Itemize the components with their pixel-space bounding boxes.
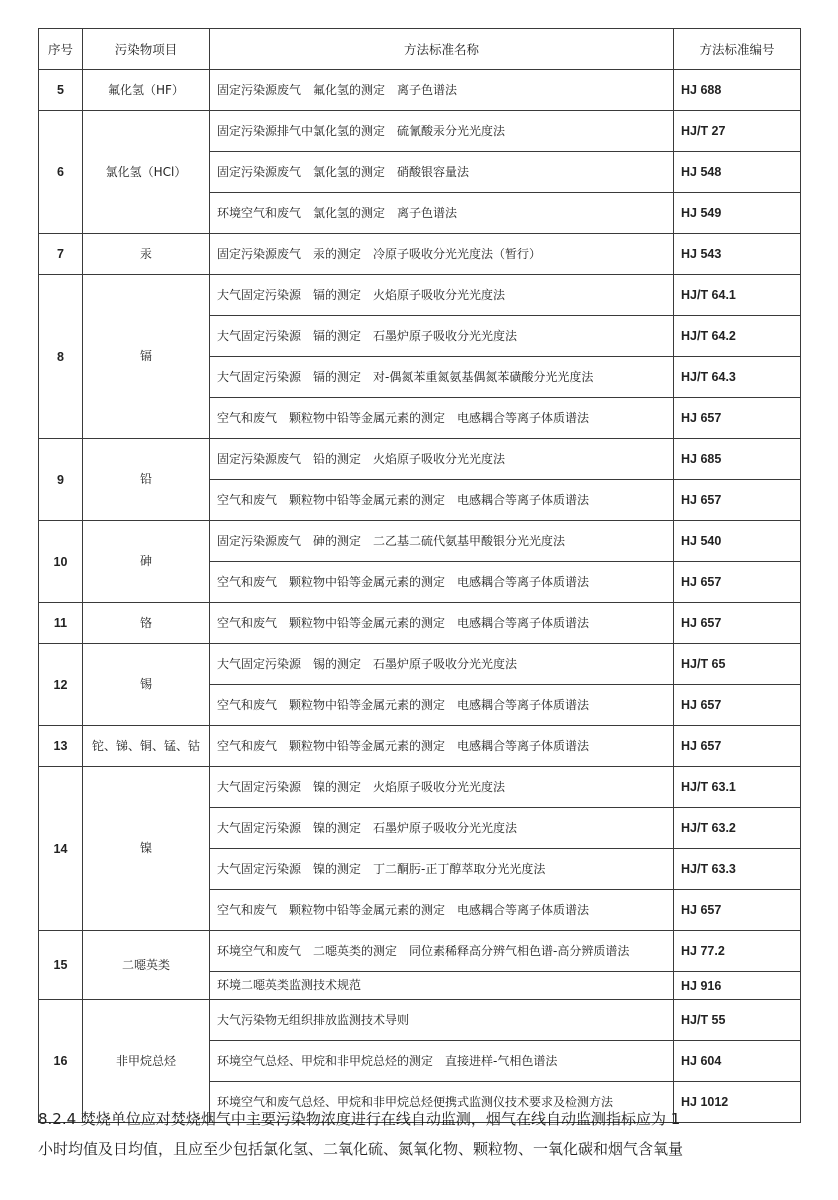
- method-code-cell: HJ 77.2: [674, 931, 801, 972]
- method-code-cell: HJ/T 63.3: [674, 849, 801, 890]
- method-code-cell: HJ 657: [674, 726, 801, 767]
- header-pollutant: 污染物项目: [83, 29, 210, 70]
- method-name-cell: 大气固定污染源 镍的测定 丁二酮肟-正丁醇萃取分光光度法: [210, 849, 674, 890]
- method-name-cell: 环境空气和废气总烃、甲烷和非甲烷总烃便携式监测仪技术要求及检测方法: [210, 1082, 674, 1123]
- header-seq: 序号: [39, 29, 83, 70]
- seq-cell: 8: [39, 275, 83, 439]
- seq-cell: 5: [39, 70, 83, 111]
- method-name-cell: 空气和废气 颗粒物中铅等金属元素的测定 电感耦合等离子体质谱法: [210, 685, 674, 726]
- method-name-cell: 固定污染源废气 砷的测定 二乙基二硫代氨基甲酸银分光光度法: [210, 521, 674, 562]
- body-paragraph: [38, 1104, 808, 1164]
- pollutant-cell: 砷: [83, 521, 210, 603]
- pollutant-cell: 二噁英类: [83, 931, 210, 1000]
- seq-cell: 7: [39, 234, 83, 275]
- method-code-cell: HJ/T 55: [674, 1000, 801, 1041]
- method-name-cell: 固定污染源排气中氯化氢的测定 硫氰酸汞分光光度法: [210, 111, 674, 152]
- method-name-cell: 大气固定污染源 镍的测定 火焰原子吸收分光光度法: [210, 767, 674, 808]
- pollutant-cell: 镍: [83, 767, 210, 931]
- method-code-cell: HJ 916: [674, 972, 801, 1000]
- method-code-cell: HJ 657: [674, 603, 801, 644]
- method-name-cell: 空气和废气 颗粒物中铅等金属元素的测定 电感耦合等离子体质谱法: [210, 603, 674, 644]
- method-name-cell: 环境空气和废气 氯化氢的测定 离子色谱法: [210, 193, 674, 234]
- method-name-cell: 环境二噁英类监测技术规范: [210, 972, 674, 1000]
- seq-cell: 14: [39, 767, 83, 931]
- method-code-cell: HJ 548: [674, 152, 801, 193]
- method-code-cell: HJ 685: [674, 439, 801, 480]
- method-code-cell: HJ/T 63.2: [674, 808, 801, 849]
- method-name-cell: 大气固定污染源 镉的测定 石墨炉原子吸收分光光度法: [210, 316, 674, 357]
- header-method-code: 方法标准编号: [674, 29, 801, 70]
- method-name-cell: 环境空气总烃、甲烷和非甲烷总烃的测定 直接进样-气相色谱法: [210, 1041, 674, 1082]
- method-code-cell: HJ 657: [674, 398, 801, 439]
- method-name-cell: 环境空气和废气 二噁英类的测定 同位素稀释高分辨气相色谱-高分辨质谱法: [210, 931, 674, 972]
- seq-cell: 16: [39, 1000, 83, 1123]
- table-row: [39, 70, 801, 111]
- method-name-cell: 固定污染源废气 铅的测定 火焰原子吸收分光光度法: [210, 439, 674, 480]
- table-row: [39, 111, 801, 152]
- method-name-cell: 空气和废气 颗粒物中铅等金属元素的测定 电感耦合等离子体质谱法: [210, 562, 674, 603]
- table-row: [39, 275, 801, 316]
- table-row: [39, 521, 801, 562]
- table-row: [39, 439, 801, 480]
- method-name-cell: 大气固定污染源 镉的测定 对-偶氮苯重氮氨基偶氮苯磺酸分光光度法: [210, 357, 674, 398]
- method-code-cell: HJ/T 64.3: [674, 357, 801, 398]
- method-name-cell: 大气固定污染源 锡的测定 石墨炉原子吸收分光光度法: [210, 644, 674, 685]
- pollutant-cell: 汞: [83, 234, 210, 275]
- method-name-cell: 大气固定污染源 镍的测定 石墨炉原子吸收分光光度法: [210, 808, 674, 849]
- pollutant-cell: 镉: [83, 275, 210, 439]
- seq-cell: 15: [39, 931, 83, 1000]
- method-name-cell: 固定污染源废气 汞的测定 冷原子吸收分光光度法（暂行）: [210, 234, 674, 275]
- method-code-cell: HJ 657: [674, 685, 801, 726]
- method-code-cell: HJ 540: [674, 521, 801, 562]
- method-code-cell: HJ 1012: [674, 1082, 801, 1123]
- method-code-cell: HJ 543: [674, 234, 801, 275]
- seq-cell: 11: [39, 603, 83, 644]
- seq-cell: 13: [39, 726, 83, 767]
- method-code-cell: HJ 657: [674, 890, 801, 931]
- table-row: [39, 767, 801, 808]
- table-row: [39, 644, 801, 685]
- document-page: [38, 28, 800, 1123]
- table-row: [39, 931, 801, 972]
- method-code-cell: HJ 604: [674, 1041, 801, 1082]
- method-code-cell: HJ 657: [674, 480, 801, 521]
- pollutant-cell: 铬: [83, 603, 210, 644]
- pollutant-cell: 铅: [83, 439, 210, 521]
- method-name-cell: 固定污染源废气 氟化氢的测定 离子色谱法: [210, 70, 674, 111]
- seq-cell: 9: [39, 439, 83, 521]
- method-code-cell: HJ/T 64.2: [674, 316, 801, 357]
- method-code-cell: HJ/T 65: [674, 644, 801, 685]
- method-code-cell: HJ 549: [674, 193, 801, 234]
- paragraph-line: 8.2.4 焚烧单位应对焚烧烟气中主要污染物浓度进行在线自动监测，烟气在线自动监测指标应为 1: [38, 1110, 681, 1128]
- table-header-row: [39, 29, 801, 70]
- table-row: [39, 1000, 801, 1041]
- table-row: [39, 603, 801, 644]
- seq-cell: 6: [39, 111, 83, 234]
- method-name-cell: 大气固定污染源 镉的测定 火焰原子吸收分光光度法: [210, 275, 674, 316]
- pollutant-cell: 非甲烷总烃: [83, 1000, 210, 1123]
- method-code-cell: HJ/T 63.1: [674, 767, 801, 808]
- method-name-cell: 空气和废气 颗粒物中铅等金属元素的测定 电感耦合等离子体质谱法: [210, 398, 674, 439]
- method-code-cell: HJ 688: [674, 70, 801, 111]
- pollutant-cell: 氯化氢（HCl）: [83, 111, 210, 234]
- method-code-cell: HJ/T 64.1: [674, 275, 801, 316]
- method-name-cell: 大气污染物无组织排放监测技术导则: [210, 1000, 674, 1041]
- pollutant-cell: 锡: [83, 644, 210, 726]
- pollutant-cell: 氟化氢（HF）: [83, 70, 210, 111]
- method-name-cell: 固定污染源废气 氯化氢的测定 硝酸银容量法: [210, 152, 674, 193]
- pollutant-cell: 铊、锑、铜、锰、钴: [83, 726, 210, 767]
- method-name-cell: 空气和废气 颗粒物中铅等金属元素的测定 电感耦合等离子体质谱法: [210, 480, 674, 521]
- table-row: [39, 726, 801, 767]
- method-code-cell: HJ 657: [674, 562, 801, 603]
- method-name-cell: 空气和废气 颗粒物中铅等金属元素的测定 电感耦合等离子体质谱法: [210, 726, 674, 767]
- table-row: [39, 234, 801, 275]
- header-method-name: 方法标准名称: [210, 29, 674, 70]
- method-name-cell: 空气和废气 颗粒物中铅等金属元素的测定 电感耦合等离子体质谱法: [210, 890, 674, 931]
- seq-cell: 12: [39, 644, 83, 726]
- paragraph-line: 小时均值及日均值，且应至少包括氯化氢、二氧化硫、氮氧化物、颗粒物、一氧化碳和烟气含氧量: [38, 1140, 684, 1158]
- method-code-cell: HJ/T 27: [674, 111, 801, 152]
- monitoring-method-table: [38, 28, 801, 1123]
- seq-cell: 10: [39, 521, 83, 603]
